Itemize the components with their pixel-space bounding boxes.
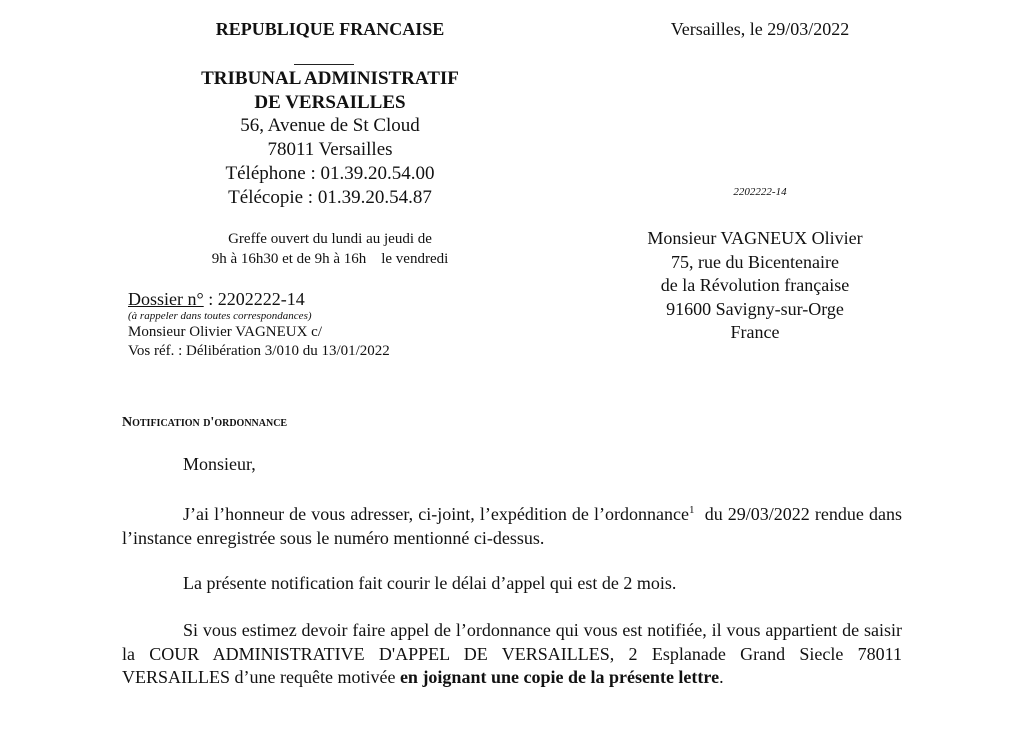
tribunal-line-1: TRIBUNAL ADMINISTRATIF <box>201 68 459 89</box>
tribunal-name <box>150 67 510 115</box>
dossier-number: 2202222-14 <box>217 289 305 309</box>
tribunal-city: 78011 Versailles <box>267 139 393 160</box>
paragraph-3-text: Si vous estimez devoir faire appel de l’ordonnance qui vous est notifiée, il vous appartient de saisir la COUR ADMINISTRATIVE D'APPEL DE VERSAILLES, 2 Esplanade Grand Siecle 78011 VERSAILLES d’une requête motivée <box>122 620 902 687</box>
salutation: Monsieur, <box>183 454 256 474</box>
your-reference: Vos réf. : Délibération 3/010 du 13/01/2022 <box>128 343 390 359</box>
paragraph-1 <box>122 503 907 550</box>
dossier-parties: Monsieur Olivier VAGNEUX c/ <box>128 324 323 340</box>
paragraph-3 <box>122 619 902 690</box>
footnote-marker: 1 <box>688 504 695 516</box>
tribunal-street: 56, Avenue de St Cloud <box>240 115 420 136</box>
dossier-note: (à rappeler dans toutes correspondances) <box>128 310 312 322</box>
paragraph-3-end: . <box>719 667 724 687</box>
recipient-street-2: de la Révolution française <box>660 275 850 295</box>
paragraph-2 <box>122 572 902 596</box>
republic-heading: REPUBLIQUE FRANCAISE <box>215 19 445 39</box>
letter-date: Versailles, le 29/03/2022 <box>670 19 850 39</box>
tribunal-phone: Téléphone : 01.39.20.54.00 <box>225 163 435 184</box>
office-hours <box>150 229 510 269</box>
recipient-name: Monsieur VAGNEUX Olivier <box>647 228 863 248</box>
notification-title: Notification d'ordonnance <box>122 415 288 430</box>
dossier-label: Dossier n° <box>128 289 204 309</box>
paragraph-2-text: La présente notification fait courir le délai d’appel qui est de 2 mois. <box>183 573 677 593</box>
recipient-city: 91600 Savigny-sur-Orge <box>666 298 844 319</box>
dossier-info <box>128 289 508 361</box>
recipient-street: 75, rue du Bicentenaire <box>671 251 839 272</box>
office-hours-line-2: 9h à 16h30 et de 9h à 16h le vendredi <box>211 251 449 267</box>
header-divider <box>294 64 354 65</box>
case-reference: 2202222-14 <box>733 186 787 198</box>
paragraph-1-text-after: du 29/03/2022 rendue dans l’instance enregistrée sous le numéro mentionné ci-dessus. <box>122 504 907 548</box>
office-hours-line-1: Greffe ouvert du lundi au jeudi de <box>228 231 432 247</box>
dossier-separator: : <box>203 289 218 309</box>
paragraph-1-text-before: J’ai l’honneur de vous adresser, ci-joint, l’expédition de l’ordonnance <box>183 504 689 524</box>
dossier-number-line <box>128 289 508 309</box>
tribunal-line-2: DE VERSAILLES <box>254 92 406 113</box>
recipient-address <box>600 227 910 345</box>
tribunal-address <box>150 114 510 210</box>
paragraph-3-bold: en joignant une copie de la présente lettre <box>399 667 720 687</box>
recipient-country: France <box>730 322 780 342</box>
tribunal-fax: Télécopie : 01.39.20.54.87 <box>228 187 432 208</box>
